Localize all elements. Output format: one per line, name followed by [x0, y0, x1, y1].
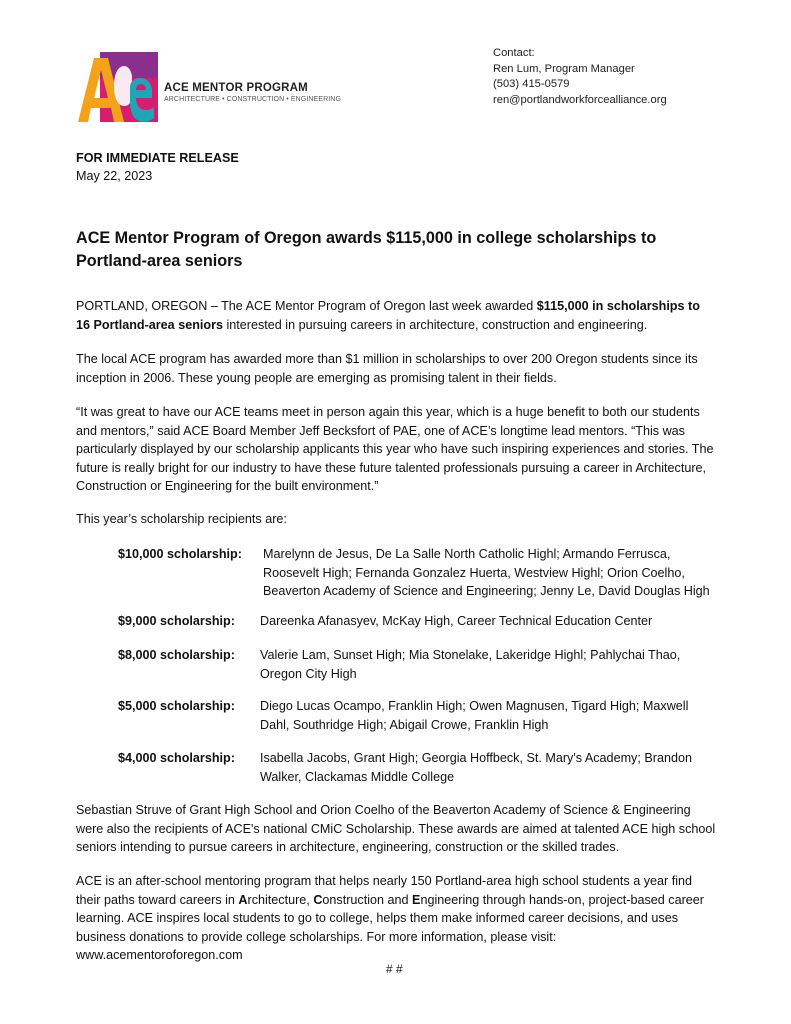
- award-label: $10,000 scholarship:: [118, 547, 242, 561]
- award-label: $9,000 scholarship:: [118, 614, 235, 628]
- award-recipients: Diego Lucas Ocampo, Franklin High; Owen Magnusen, Tigard High; Maxwell Dahl, Southridge High; Abigail Crowe, Franklin High: [260, 699, 689, 732]
- award-recipients: Dareenka Afanasyev, McKay High, Career Technical Education Center: [260, 614, 653, 628]
- contact-block: [493, 46, 667, 108]
- contact-phone: (503) 415-0579: [493, 78, 570, 90]
- about-e-rest: ngineering through hands-on, project-based career learning. ACE inspires local students to go to college, helps them make informed career decisions, and uses business donations to provide college scholarships. For more information, please visit:: [76, 892, 704, 944]
- contact-name: Ren Lum, Program Manager: [493, 62, 635, 75]
- cmic-paragraph: Sebastian Struve of Grant High School and Orion Coelho of the Beaverton Academy of Science & Engineering were also the recipients of ACE's national CMiC Scholarship. These awards are aimed at talented ACE high school seniors intending to pursue careers in architecture, engineering, construction or the skilled trades.: [76, 803, 716, 855]
- about-e-initial: E: [412, 892, 421, 907]
- quote-paragraph: “It was great to have our ACE teams meet in person again this year, which is a huge benefit to both our students and mentors,” said ACE Board Member Jeff Becksfort of PAE, one of ACE’s longtime lead mentors. “This was particularly displayed by our scholarship applicants this year who have such inspiring experiences and stories. The future is really bright for our industry to have these future talented professionals pursuing a career in Architecture, Construction or Engineering for the built environment.”: [76, 405, 714, 494]
- recipients-intro: This year’s scholarship recipients are:: [76, 512, 287, 526]
- release-label: FOR IMMEDIATE RELEASE: [76, 151, 239, 165]
- award-label: $8,000 scholarship:: [118, 648, 235, 662]
- intro-bold: $115,000 in scholarships to 16 Portland-area seniors: [76, 299, 700, 332]
- about-c-rest: onstruction and: [322, 892, 413, 907]
- award-recipients: Isabella Jacobs, Grant High; Georgia Hoffbeck, St. Mary's Academy; Brandon Walker, Clackamas Middle College: [260, 751, 692, 784]
- award-row: [118, 612, 718, 632]
- release-info: [76, 150, 239, 185]
- ace-logo: [78, 52, 342, 122]
- about-a-initial: A: [238, 892, 248, 907]
- history-paragraph: The local ACE program has awarded more than $1 million in scholarships to over 200 Oregon students since its inception in 2006. These young people are emerging as promising talent in their fields.: [76, 352, 698, 385]
- headline: ACE Mentor Program of Oregon awards $115,000 in college scholarships to Portland-area seniors: [76, 229, 657, 270]
- end-mark: # #: [386, 962, 403, 976]
- contact-email: ren@portlandworkforcealliance.org: [493, 93, 667, 106]
- about-c-initial: C: [313, 892, 323, 907]
- website-link[interactable]: www.acementoroforegon.com: [76, 948, 243, 963]
- intro-paragraph: [76, 297, 716, 334]
- about-a-rest: rchitecture,: [247, 892, 314, 907]
- award-recipients: Marelynn de Jesus, De La Salle North Catholic Highl; Armando Ferrusca, Roosevelt High; Fernanda Gonzalez Huerta, Westview Highl; Orion Coelho, Beaverton Academy of Science and Engineering; Jenny Le, David Douglas High: [263, 547, 710, 598]
- release-date: May 22, 2023: [76, 168, 153, 183]
- award-label: $5,000 scholarship:: [118, 699, 235, 713]
- award-recipients: Valerie Lam, Sunset High; Mia Stonelake, Lakeridge Highl; Pahlychai Thao, Oregon City High: [260, 648, 681, 681]
- award-row: [118, 646, 718, 684]
- about-lead: ACE is an after-school mentoring program that helps nearly 150 Portland-area high school students a year find their paths toward careers in: [76, 874, 693, 907]
- logo-program-name: ACE MENTOR PROGRAM: [164, 82, 308, 94]
- intro-tail: interested in pursuing careers in architecture, construction and engineering.: [223, 317, 648, 332]
- award-row: [118, 749, 718, 787]
- contact-label: Contact:: [493, 47, 535, 59]
- ace-logo-mark: [78, 52, 160, 122]
- logo-tagline: ARCHITECTURE • CONSTRUCTION • ENGINEERING: [164, 96, 342, 103]
- award-label: $4,000 scholarship:: [118, 751, 235, 765]
- intro-lead: PORTLAND, OREGON – The ACE Mentor Program of Oregon last week awarded: [76, 299, 537, 313]
- about-paragraph: [76, 872, 716, 965]
- award-row: [118, 545, 718, 601]
- award-row: [118, 697, 718, 735]
